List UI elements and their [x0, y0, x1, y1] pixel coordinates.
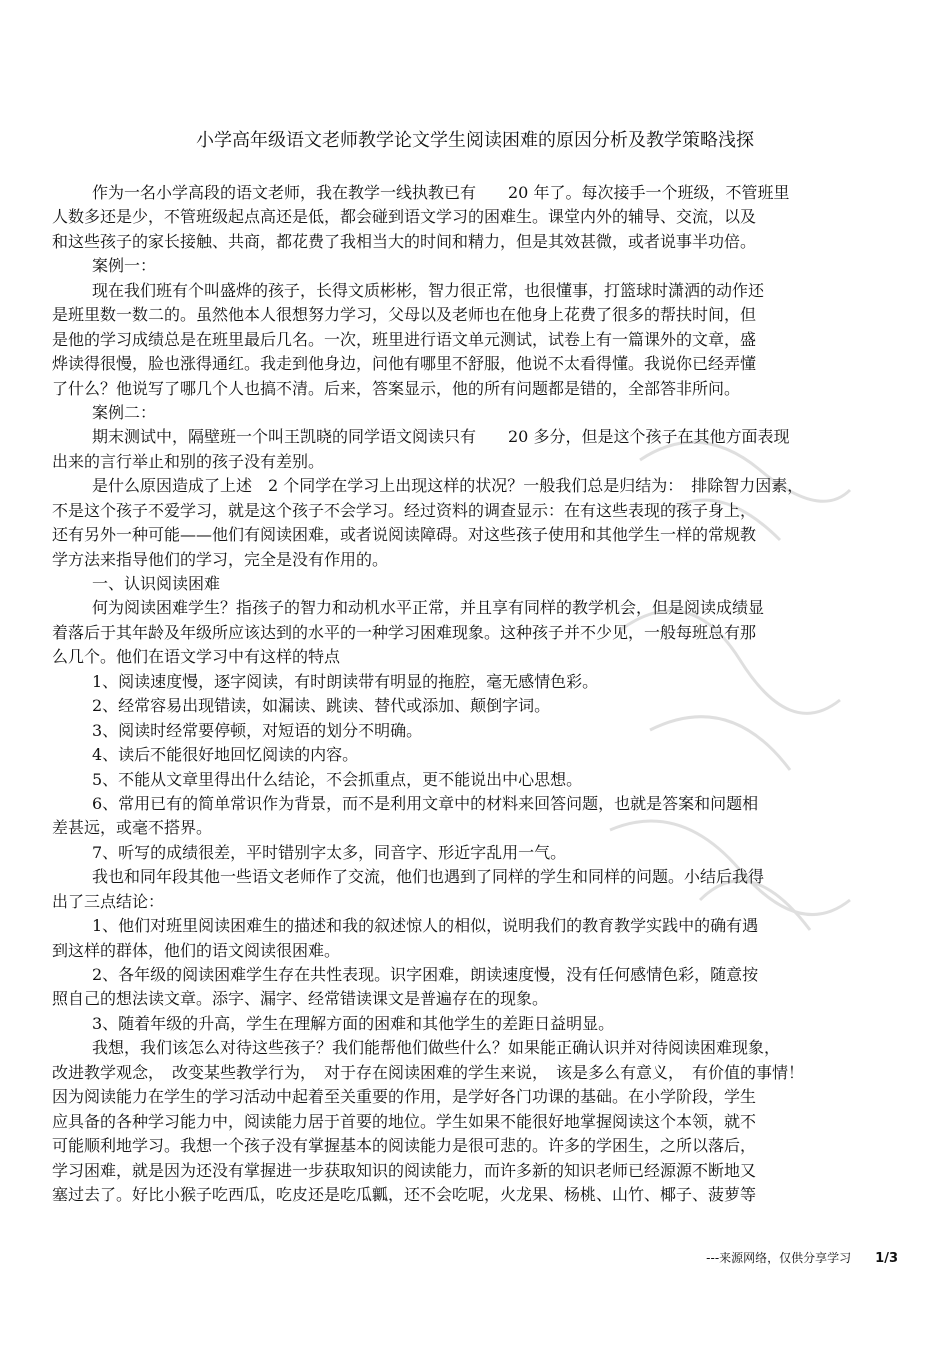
text-line: 作为一名小学高段的语文老师，我在教学一线执教已有 20 年了。每次接手一个班级，不管班里: [92, 183, 790, 202]
text-line: 6、常用已有的简单常识作为背景，而不是利用文章中的材料来回答问题，也就是答案和问题相: [92, 793, 759, 813]
text-line: 是什么原因造成了上述 2 个同学在学习上出现这样的状况？一般我们总是归结为： 排除智力因素，: [92, 476, 804, 496]
text-line: 了什么？他说写了哪几个人也搞不清。后来，答案显示，他的所有问题都是错的，全部答非所问。: [52, 378, 741, 398]
text-line: 案例一：: [92, 256, 157, 276]
text-line: 学方法来指导他们的学习，完全是没有作用的。: [52, 549, 389, 569]
text-line: 我也和同年段其他一些语文老师作了交流，他们也遇到了同样的学生和同样的问题。小结后我得: [92, 867, 765, 887]
text-line: 着落后于其年龄及年级所应该达到的水平的一种学习困难现象。这种孩子并不少见，一般每班总有那: [52, 622, 757, 642]
text-line: 是班里数一数二的。虽然他本人很想努力学习，父母以及老师也在他身上花费了很多的帮扶时间，但: [52, 305, 757, 325]
text-line: 照自己的想法读文章。添字、漏字、经常错读课文是普遍存在的现象。: [52, 989, 549, 1009]
text-line: 烨读得很慢，脸也涨得通红。我走到他身边，问他有哪里不舒服，他说不太看得懂。我说你已经弄懂: [52, 354, 757, 374]
page-footer: [0, 1248, 898, 1269]
text-line: 因为阅读能力在学生的学习活动中起着至关重要的作用，是学好各门功课的基础。在小学阶段，学生: [52, 1087, 757, 1107]
text-line: 我想，我们该怎么对待这些孩子？我们能帮他们做些什么？如果能正确认识并对待阅读困难现象，: [92, 1038, 781, 1058]
text-line: 可能顺利地学习。我想一个孩子没有掌握基本的阅读能力是很可悲的。许多的学困生，之所以落后，: [52, 1136, 757, 1156]
page-number: 1/3: [875, 1251, 898, 1266]
text-line: 么几个。他们在语文学习中有这样的特点: [52, 647, 341, 667]
document-title: 小学高年级语文老师教学论文学生阅读困难的原因分析及教学策略浅探: [196, 130, 754, 151]
text-line: 现在我们班有个叫盛烨的孩子，长得文质彬彬，智力很正常，也很懂事，打篮球时潇洒的动作还: [92, 280, 765, 300]
text-line: 2、经常容易出现错读，如漏读、跳读、替代或添加、颠倒字词。: [92, 696, 551, 716]
text-line: 何为阅读困难学生？指孩子的智力和动机水平正常，并且享有同样的教学机会，但是阅读成绩显: [92, 598, 765, 618]
text-line: 3、随着年级的升高，学生在理解方面的困难和其他学生的差距日益明显。: [92, 1013, 615, 1033]
text-line: 和这些孩子的家长接触、共商，都花费了我相当大的时间和精力，但是其效甚微，或者说事半功倍。: [52, 231, 757, 251]
text-line: 出了三点结论：: [52, 891, 165, 911]
text-line: 应具备的各种学习能力中，阅读能力居于首要的地位。学生如果不能很好地掌握阅读这个本领，就不: [52, 1111, 757, 1131]
text-line: 到这样的群体，他们的语文阅读很困难。: [52, 940, 341, 960]
text-line: 7、听写的成绩很差，平时错别字太多，同音字、形近字乱用一气。: [92, 842, 567, 862]
text-line: 一、认识阅读困难: [92, 574, 221, 593]
document-body: [52, 181, 902, 1207]
text-line: 3、阅读时经常要停顿，对短语的划分不明确。: [92, 720, 423, 740]
text-line: 塞过去了。好比小猴子吃西瓜，吃皮还是吃瓜瓤，还不会吃呢，火龙果、杨桃、山竹、椰子、菠萝等: [52, 1184, 757, 1204]
text-line: 差甚远，或毫不搭界。: [52, 818, 213, 838]
text-line: 学习困难，就是因为还没有掌握进一步获取知识的阅读能力，而许多新的知识老师已经源源不断地又: [52, 1160, 757, 1180]
text-line: 案例二：: [92, 402, 157, 422]
text-line: 还有另外一种可能——他们有阅读困难，或者说阅读障碍。对这些孩子使用和其他学生一样的常规教: [52, 525, 757, 545]
footer-source: ---来源网络，仅供分享学习: [706, 1251, 852, 1265]
text-line: 2、各年级的阅读困难学生存在共性表现。识字困难，朗读速度慢，没有任何感情色彩，随意按: [92, 965, 759, 984]
text-line: 1、他们对班里阅读困难生的描述和我的叙述惊人的相似，说明我们的教育教学实践中的确有遇: [92, 916, 759, 936]
text-line: 出来的言行举止和别的孩子没有差别。: [52, 451, 325, 471]
text-line: 1、阅读速度慢，逐字阅读，有时朗读带有明显的拖腔，毫无感情色彩。: [92, 671, 599, 691]
text-line: 是他的学习成绩总是在班里最后几名。一次，班里进行语文单元测试，试卷上有一篇课外的文章，盛: [52, 329, 757, 349]
text-line: 5、不能从文章里得出什么结论，不会抓重点，更不能说出中心思想。: [92, 769, 583, 789]
text-line: 4、读后不能很好地回忆阅读的内容。: [92, 745, 359, 765]
text-line: 期末测试中，隔壁班一个叫王凯晓的同学语文阅读只有 20 多分，但是这个孩子在其他方面表现: [92, 427, 790, 447]
text-line: 不是这个孩子不爱学习，就是这个孩子不会学习。经过资料的调查显示：在有这些表现的孩子身上，: [52, 500, 757, 520]
text-line: 人数多还是少，不管班级起点高还是低，都会碰到语文学习的困难生。课堂内外的辅导、交流，以及: [52, 207, 757, 227]
text-line: 改进教学观念， 改变某些教学行为， 对于存在阅读困难的学生来说， 该是多么有意义， 有价值的事情！: [52, 1062, 805, 1082]
